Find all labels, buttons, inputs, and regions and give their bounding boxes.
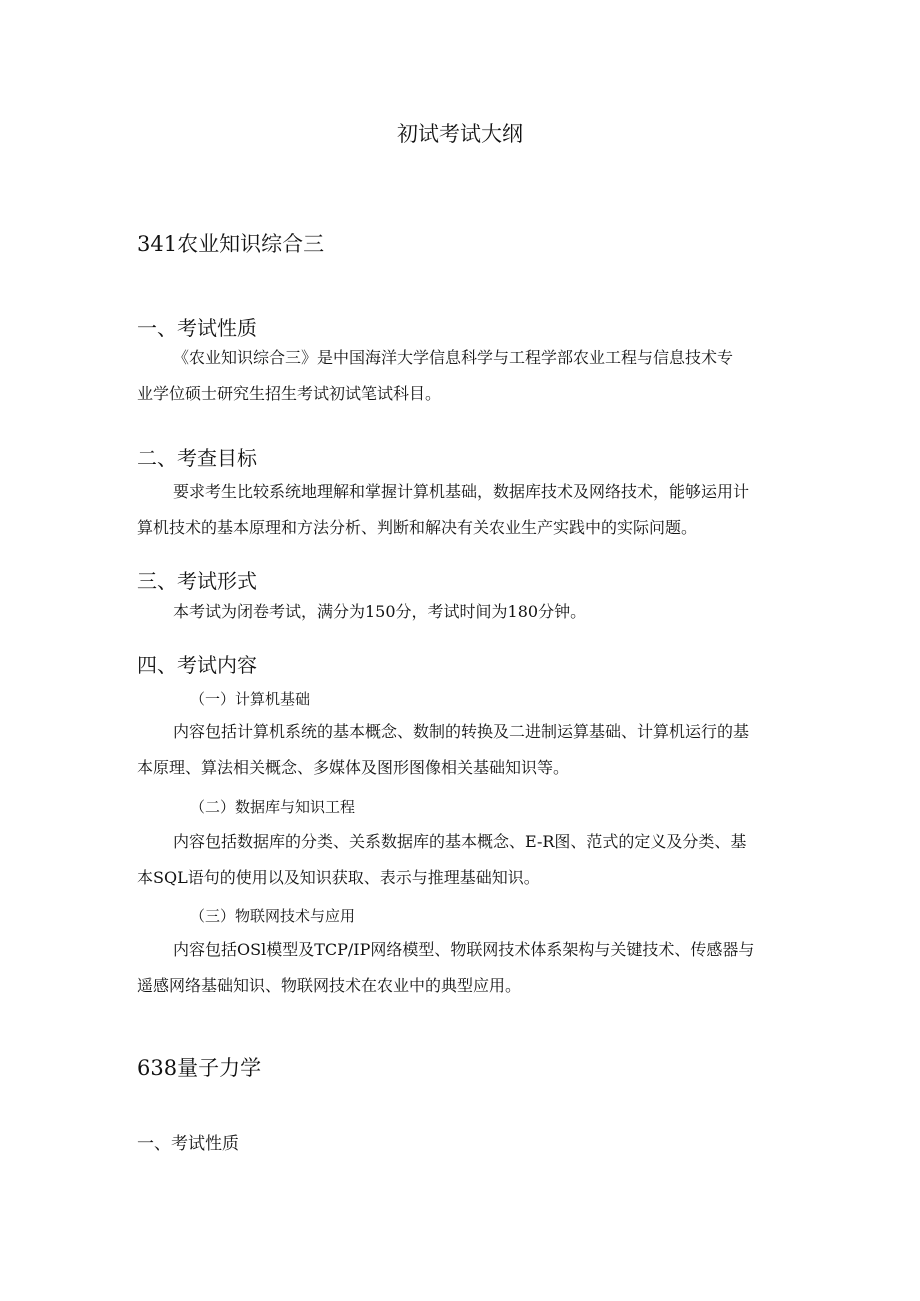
paragraph-iot <box>137 932 785 1004</box>
paragraph-objective <box>137 474 785 546</box>
paragraph-line: 本原理、算法相关概念、多媒体及图形图像相关基础知识等。 <box>137 758 570 777</box>
paragraph-database <box>137 824 785 896</box>
paragraph-line: 《农业知识综合三》是中国海洋大学信息科学与工程学部农业工程与信息技术专 <box>173 348 734 367</box>
section-heading-nature: 一、考试性质 <box>137 316 257 340</box>
paragraph-format <box>137 594 785 630</box>
paragraph-line: 内容包括计算机系统的基本概念、数制的转换及二进制运算基础、计算机运行的基 <box>173 722 750 741</box>
paragraph-line: 要求考生比较系统地理解和掌握计算机基础，数据库技术及网络技术，能够运用计 <box>173 482 750 501</box>
section-heading-content: 四、考试内容 <box>137 653 257 677</box>
paragraph-line: 本SQL语句的使用以及知识获取、表示与推理基础知识。 <box>137 868 540 887</box>
paragraph-line: 业学位硕士研究生招生考试初试笔试科目。 <box>137 384 442 403</box>
paragraph-line: 内容包括数据库的分类、关系数据库的基本概念、E-R图、范式的定义及分类、基 <box>173 832 747 851</box>
subsection-title-iot: （三）物联网技术与应用 <box>190 907 356 925</box>
paragraph-computer-basics <box>137 714 785 786</box>
paragraph-line: 内容包括OSl模型及TCP/IP网络模型、物联网技术体系架构与关键技术、传感器与 <box>173 940 755 959</box>
paragraph-line: 本考试为闭卷考试，满分为150分，考试时间为180分钟。 <box>173 602 587 621</box>
subject-title-638: 638量子力学 <box>137 1056 262 1080</box>
section-heading-nature-2: 一、考试性质 <box>137 1134 239 1154</box>
paragraph-line: 遥感网络基础知识、物联网技术在农业中的典型应用。 <box>137 976 522 995</box>
paragraph-line: 算机技术的基本原理和方法分析、判断和解决有关农业生产实践中的实际问题。 <box>137 518 698 537</box>
subsection-title-database: （二）数据库与知识工程 <box>190 798 356 816</box>
subsection-title-computer-basics: （一）计算机基础 <box>190 690 311 708</box>
document-title: 初试考试大纲 <box>397 122 523 146</box>
subject-title-341: 341农业知识综合三 <box>137 232 325 256</box>
paragraph-nature <box>137 340 785 412</box>
section-heading-objective: 二、考查目标 <box>137 446 257 470</box>
section-heading-format: 三、考试形式 <box>137 569 257 593</box>
